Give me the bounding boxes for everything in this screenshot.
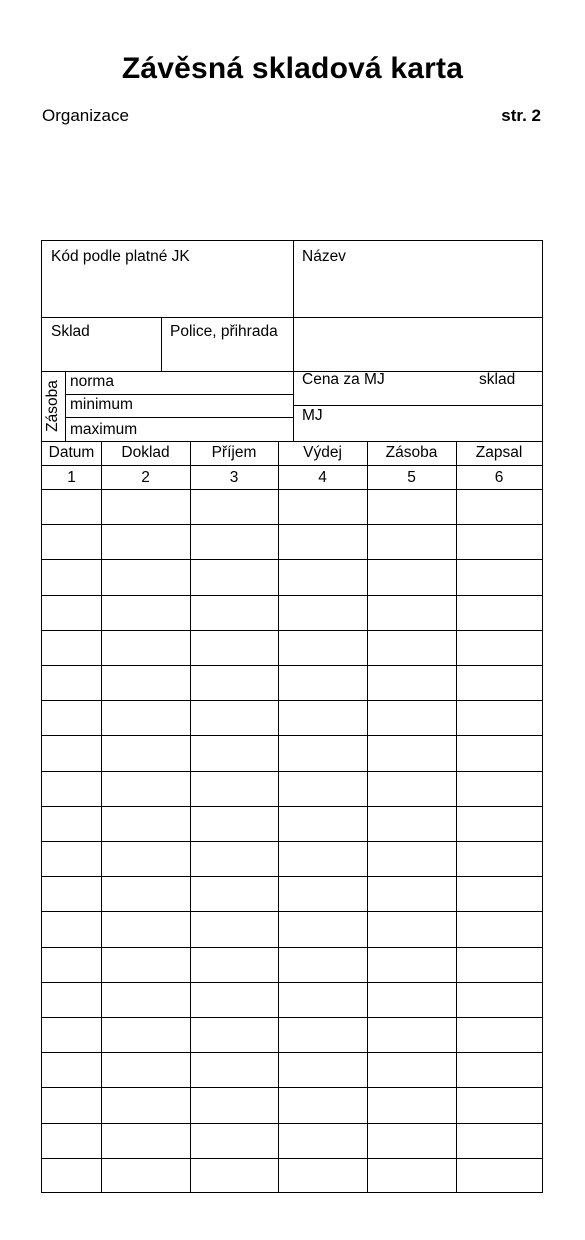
table-cell[interactable] xyxy=(190,1158,278,1193)
table-cell[interactable] xyxy=(190,665,278,700)
page-number: str. 2 xyxy=(501,106,541,125)
table-cell[interactable] xyxy=(190,841,278,876)
table-cell[interactable] xyxy=(456,982,542,1017)
divider xyxy=(293,317,294,441)
table-cell[interactable] xyxy=(190,524,278,559)
table-cell[interactable] xyxy=(101,1052,190,1087)
table-cell[interactable] xyxy=(367,700,456,735)
table-cell[interactable] xyxy=(42,876,101,911)
table-cell[interactable] xyxy=(278,1052,367,1087)
table-cell[interactable] xyxy=(456,947,542,982)
table-cell[interactable] xyxy=(456,841,542,876)
table-cell[interactable] xyxy=(456,876,542,911)
stock-card-form xyxy=(41,240,543,1193)
table-cell[interactable] xyxy=(278,806,367,841)
table-cell[interactable] xyxy=(367,1087,456,1122)
stock-norm-label: norma xyxy=(70,373,114,390)
table-cell[interactable] xyxy=(190,771,278,806)
table-cell[interactable] xyxy=(278,665,367,700)
table-cell[interactable] xyxy=(367,947,456,982)
table-cell[interactable] xyxy=(278,911,367,946)
table-cell[interactable] xyxy=(278,771,367,806)
table-cell[interactable] xyxy=(456,665,542,700)
table-cell[interactable] xyxy=(456,700,542,735)
column-header: Výdej xyxy=(303,444,342,461)
table-cell[interactable] xyxy=(101,1087,190,1122)
table-cell[interactable] xyxy=(101,665,190,700)
table-cell[interactable] xyxy=(101,841,190,876)
table-cell[interactable] xyxy=(42,524,101,559)
table-cell[interactable] xyxy=(278,735,367,770)
column-number: 6 xyxy=(494,469,504,486)
table-cell[interactable] xyxy=(190,1017,278,1052)
table-cell[interactable] xyxy=(278,982,367,1017)
table-cell[interactable] xyxy=(367,1123,456,1158)
table-cell[interactable] xyxy=(42,911,101,946)
divider xyxy=(42,465,542,466)
table-cell[interactable] xyxy=(190,630,278,665)
unit-label: MJ xyxy=(302,407,323,424)
table-cell[interactable] xyxy=(101,876,190,911)
table-cell[interactable] xyxy=(190,1123,278,1158)
table-cell[interactable] xyxy=(101,1158,190,1193)
table-cell[interactable] xyxy=(190,1052,278,1087)
table-cell[interactable] xyxy=(190,559,278,594)
divider xyxy=(65,394,293,395)
table-cell[interactable] xyxy=(42,947,101,982)
table-cell[interactable] xyxy=(101,595,190,630)
column-number: 4 xyxy=(318,469,327,486)
divider xyxy=(65,417,293,418)
table-cell[interactable] xyxy=(367,1158,456,1193)
table-cell[interactable] xyxy=(42,841,101,876)
table-cell[interactable] xyxy=(367,806,456,841)
table-cell[interactable] xyxy=(367,665,456,700)
stock-vertical-label: Zásoba xyxy=(44,380,61,432)
divider xyxy=(293,405,543,406)
table-cell[interactable] xyxy=(101,630,190,665)
column-header: Zásoba xyxy=(385,444,438,461)
table-cell[interactable] xyxy=(367,841,456,876)
table-cell[interactable] xyxy=(278,947,367,982)
table-cell[interactable] xyxy=(456,1158,542,1193)
divider xyxy=(42,317,542,318)
table-cell[interactable] xyxy=(42,489,101,524)
table-cell[interactable] xyxy=(190,595,278,630)
table-cell[interactable] xyxy=(367,630,456,665)
table-cell[interactable] xyxy=(42,771,101,806)
table-cell[interactable] xyxy=(367,735,456,770)
table-cell[interactable] xyxy=(42,559,101,594)
table-cell[interactable] xyxy=(367,911,456,946)
table-cell[interactable] xyxy=(367,559,456,594)
table-cell[interactable] xyxy=(456,1052,542,1087)
stock-min-label: minimum xyxy=(70,396,133,413)
table-cell[interactable] xyxy=(190,947,278,982)
table-cell[interactable] xyxy=(101,1123,190,1158)
table-cell[interactable] xyxy=(42,1087,101,1122)
table-cell[interactable] xyxy=(367,524,456,559)
table-cell[interactable] xyxy=(101,947,190,982)
table-cell[interactable] xyxy=(101,700,190,735)
table-cell[interactable] xyxy=(278,700,367,735)
table-cell[interactable] xyxy=(367,982,456,1017)
column-number: 3 xyxy=(229,469,239,486)
table-cell[interactable] xyxy=(456,1087,542,1122)
table-cell[interactable] xyxy=(190,735,278,770)
table-cell[interactable] xyxy=(42,630,101,665)
table-cell[interactable] xyxy=(367,489,456,524)
table-cell[interactable] xyxy=(456,630,542,665)
table-cell[interactable] xyxy=(101,735,190,770)
table-cell[interactable] xyxy=(278,1158,367,1193)
name-label: Název xyxy=(302,248,346,265)
table-cell[interactable] xyxy=(456,1017,542,1052)
divider xyxy=(293,241,294,317)
table-cell[interactable] xyxy=(278,489,367,524)
table-cell[interactable] xyxy=(190,876,278,911)
table-cell[interactable] xyxy=(456,911,542,946)
warehouse-label: Sklad xyxy=(51,323,90,340)
table-cell[interactable] xyxy=(42,1123,101,1158)
table-cell[interactable] xyxy=(456,559,542,594)
table-cell[interactable] xyxy=(456,595,542,630)
table-cell[interactable] xyxy=(367,876,456,911)
table-cell[interactable] xyxy=(367,1052,456,1087)
table-cell[interactable] xyxy=(42,665,101,700)
table-cell[interactable] xyxy=(278,1123,367,1158)
table-cell[interactable] xyxy=(42,735,101,770)
table-cell[interactable] xyxy=(456,1123,542,1158)
table-cell[interactable] xyxy=(278,841,367,876)
table-cell[interactable] xyxy=(278,524,367,559)
table-cell[interactable] xyxy=(278,630,367,665)
table-cell[interactable] xyxy=(367,1017,456,1052)
column-number: 1 xyxy=(67,469,76,486)
column-number: 5 xyxy=(407,469,416,486)
column-header: Doklad xyxy=(121,444,170,461)
table-cell[interactable] xyxy=(190,1087,278,1122)
table-cell[interactable] xyxy=(101,559,190,594)
table-cell[interactable] xyxy=(42,806,101,841)
table-cell[interactable] xyxy=(278,559,367,594)
table-cell[interactable] xyxy=(101,489,190,524)
table-cell[interactable] xyxy=(101,1017,190,1052)
column-number: 2 xyxy=(141,469,150,486)
table-cell[interactable] xyxy=(101,982,190,1017)
table-cell[interactable] xyxy=(190,489,278,524)
page-title: Závěsná skladová karta xyxy=(121,52,464,85)
table-cell[interactable] xyxy=(42,1158,101,1193)
table-cell[interactable] xyxy=(190,982,278,1017)
column-header: Datum xyxy=(48,444,95,461)
table-cell[interactable] xyxy=(190,700,278,735)
price-label: Cena za MJ xyxy=(302,371,385,388)
price-store-label: sklad xyxy=(479,371,516,388)
shelf-label: Police, přihrada xyxy=(170,323,278,340)
table-cell[interactable] xyxy=(456,735,542,770)
table-cell[interactable] xyxy=(456,489,542,524)
code-label: Kód podle platné JK xyxy=(51,248,190,265)
table-cell[interactable] xyxy=(367,595,456,630)
table-cell[interactable] xyxy=(101,806,190,841)
organization-label: Organizace xyxy=(42,106,129,125)
column-header: Příjem xyxy=(211,444,257,461)
stock-max-label: maximum xyxy=(70,421,138,438)
divider xyxy=(65,371,66,441)
table-cell[interactable] xyxy=(101,771,190,806)
table-cell[interactable] xyxy=(42,1017,101,1052)
table-cell[interactable] xyxy=(278,1087,367,1122)
table-cell[interactable] xyxy=(278,595,367,630)
table-cell[interactable] xyxy=(42,595,101,630)
table-cell[interactable] xyxy=(42,700,101,735)
table-cell[interactable] xyxy=(456,524,542,559)
table-cell[interactable] xyxy=(278,1017,367,1052)
column-header: Zapsal xyxy=(475,444,523,461)
divider xyxy=(42,441,542,442)
divider xyxy=(161,317,162,371)
table-cell[interactable] xyxy=(101,524,190,559)
table-cell[interactable] xyxy=(367,771,456,806)
table-cell[interactable] xyxy=(456,806,542,841)
table-cell[interactable] xyxy=(456,771,542,806)
table-cell[interactable] xyxy=(101,911,190,946)
table-cell[interactable] xyxy=(42,1052,101,1087)
table-cell[interactable] xyxy=(190,911,278,946)
table-cell[interactable] xyxy=(278,876,367,911)
table-cell[interactable] xyxy=(190,806,278,841)
table-cell[interactable] xyxy=(42,982,101,1017)
divider xyxy=(42,371,542,372)
